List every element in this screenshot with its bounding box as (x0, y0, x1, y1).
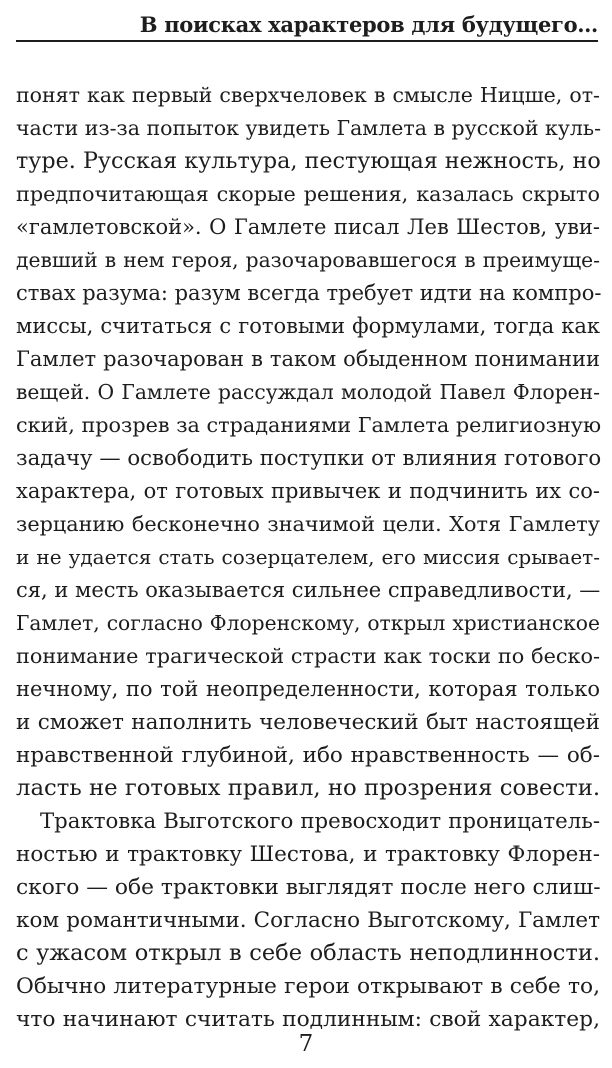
text-line: зерцанию бесконечно значимой цели. Хотя Гамлету (16, 512, 600, 536)
text-line: миссы, считаться с готовыми формулами, тогда как (16, 314, 600, 338)
text-line: задачу — освободить поступки от влияния готового (16, 446, 602, 471)
text-line: ского — обе трактовки выглядят после него слиш- (16, 875, 601, 900)
text-line: нечному, по той неопределенности, которая только (16, 677, 600, 701)
text-line: нравственной глубиной, ибо нравственность — об- (16, 743, 600, 768)
text-line: ствах разума: разум всегда требует идти на компро- (16, 281, 602, 305)
text-line: ласть не готовых правил, но прозрения совести. (16, 775, 601, 801)
text-line: и не удается стать созерцателем, его миссия срывает- (16, 545, 600, 569)
text-line: ком романтичными. Согласно Выготскому, Гамлет (16, 908, 600, 933)
text-line: что начинают считать подлинным: свой характер, (16, 1007, 600, 1032)
text-line: ностью и трактовку Шестова, и трактовку Флорен- (16, 842, 600, 867)
text-line: и сможет наполнить человеческий быт настоящей (16, 710, 600, 735)
text-line: характера, от готовых привычек и подчинить их со- (16, 479, 600, 503)
text-line: части из-за попыток увидеть Гамлета в русской куль- (16, 116, 602, 140)
text-line: ский, прозрев за страданиями Гамлета религиозную (16, 413, 602, 437)
text-line: Гамлет, согласно Флоренскому, открыл христианское (16, 611, 600, 635)
text-line: «гамлетовской». О Гамлете писал Лев Шестов, уви- (16, 215, 600, 239)
text-line: предпочитающая скорые решения, казалась скрыто (16, 182, 600, 206)
paragraph-1 (16, 79, 600, 805)
page-number: 7 (298, 1031, 314, 1057)
text-line: ся, и месть оказывается сильнее справедливости, — (16, 578, 601, 602)
text-line: девший в нем героя, разочаровавшегося в преимуще- (16, 248, 600, 272)
text-line: Обычно литературные герои открывают в себе то, (16, 974, 600, 999)
text-line: Гамлет разочарован в таком обыденном понимании (16, 347, 600, 371)
text-line: туре. Русская культура, пестующая нежность, но (16, 148, 601, 174)
body-text (16, 79, 600, 1036)
text-line: вещей. О Гамлете рассуждал молодой Павел Флорен- (16, 380, 600, 404)
running-title: В поисках характеров для будущего… (139, 12, 598, 37)
text-line: с ужасом открыл в себе область неподлинности. (16, 940, 600, 966)
text-line: понимание трагической страсти как тоски по беско- (16, 644, 600, 668)
text-line: Трактовка Выготского превосходит проницатель- (40, 809, 600, 834)
running-header (16, 6, 598, 42)
text-line: понят как первый сверхчеловек в смысле Ницше, от- (16, 83, 600, 107)
paragraph-2 (16, 805, 600, 1036)
